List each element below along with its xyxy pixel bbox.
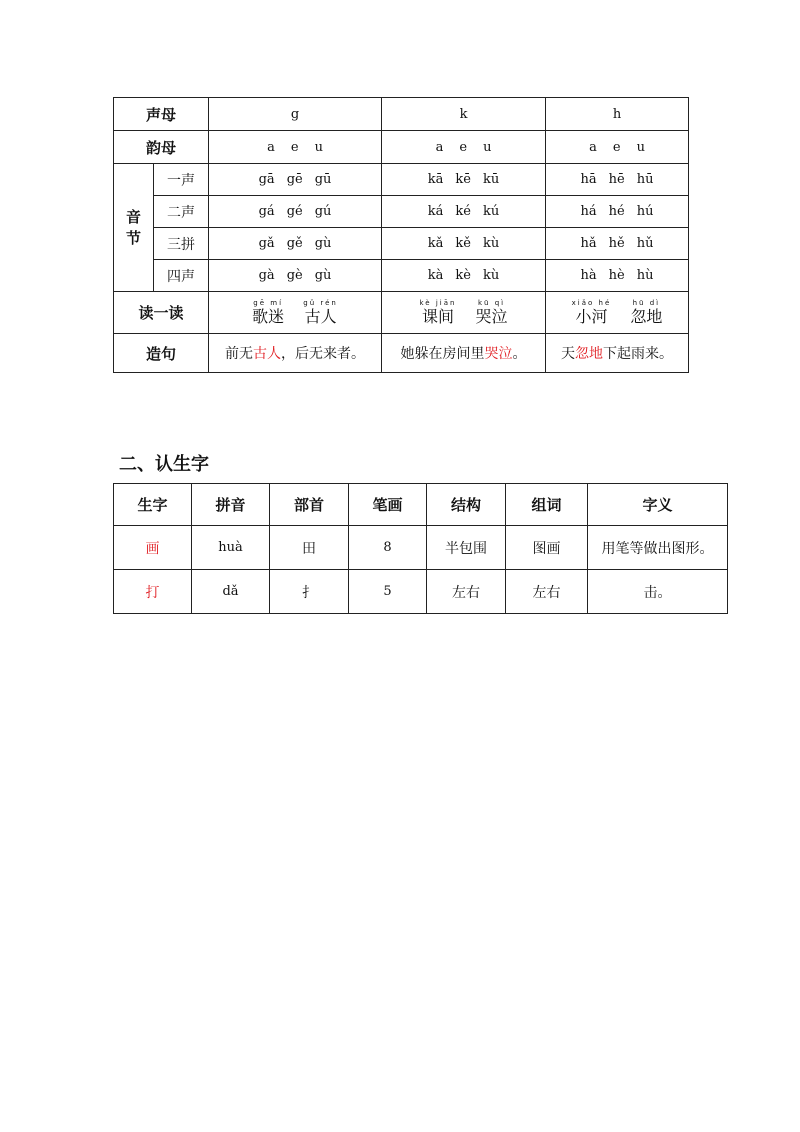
finals-cell (382, 131, 546, 164)
ruby-pinyin: xiǎo hé (571, 299, 612, 307)
sentence-text: 前无 (225, 346, 254, 362)
syllable-cell (382, 164, 546, 196)
syllable: hǔ (636, 236, 654, 251)
ruby-hanzi: 古人 (304, 307, 337, 326)
syllable: gù (314, 236, 332, 251)
sentence-text: 。 (512, 346, 527, 362)
syllable: kù (483, 236, 500, 251)
syllable-row-tone3 (114, 228, 689, 260)
finals-label: 韵母 (114, 131, 209, 164)
syllable: hā (580, 172, 597, 187)
ruby-hanzi: 课间 (421, 307, 454, 326)
syllable-row-tone2 (114, 196, 689, 228)
table-row (114, 570, 728, 614)
syllable: hù (636, 268, 654, 283)
syllable: gà (258, 268, 275, 283)
ruby-word (303, 299, 338, 326)
syllables-label-char: 节 (125, 228, 141, 247)
column-header: 笔画 (349, 484, 427, 526)
ruby-pinyin: hū dì (632, 299, 661, 307)
sentence-highlight: 忽地 (575, 346, 604, 362)
word-cell: 图画 (506, 526, 588, 570)
pinyin-cell: huà (192, 526, 270, 570)
syllable-cell (209, 260, 382, 292)
syllable: hú (636, 204, 654, 219)
section-title: 二、认生字 (119, 454, 209, 475)
read-cell (209, 292, 382, 334)
syllable: gě (286, 236, 303, 251)
syllable: kā (427, 172, 444, 187)
ruby-pinyin: gē mí (253, 299, 284, 307)
ruby-hanzi: 哭泣 (475, 307, 508, 326)
syllable: kù (483, 268, 500, 283)
initial-cell: g (209, 98, 382, 131)
syllable: kǎ (427, 236, 444, 251)
syllable-cell (546, 260, 689, 292)
syllable: kà (427, 268, 444, 283)
initial-cell: k (382, 98, 546, 131)
ruby-word (252, 299, 284, 326)
final: a (589, 139, 597, 155)
final: e (612, 139, 621, 155)
column-header: 字义 (588, 484, 728, 526)
meaning-cell: 击。 (588, 570, 728, 614)
structure-cell: 半包围 (427, 526, 506, 570)
syllable: gǎ (258, 236, 275, 251)
pinyin-table (113, 97, 689, 373)
column-header: 组词 (506, 484, 588, 526)
syllable: gē (286, 172, 303, 187)
word-cell: 左右 (506, 570, 588, 614)
ruby-hanzi: 忽地 (630, 307, 663, 326)
syllable: gù (314, 268, 332, 283)
column-header: 生字 (114, 484, 192, 526)
syllable: hé (608, 204, 625, 219)
read-cell (546, 292, 689, 334)
column-header: 结构 (427, 484, 506, 526)
sentence-text: 她躲在房间里 (400, 346, 485, 362)
syllable-cell (546, 196, 689, 228)
sentence-highlight: 古人 (253, 346, 282, 362)
sentence-label: 造句 (114, 334, 209, 373)
syllable: kè (455, 268, 471, 283)
tone-label: 一声 (154, 164, 209, 196)
character-cell: 打 (114, 570, 192, 614)
finals-cell (546, 131, 689, 164)
syllable: gá (258, 204, 275, 219)
syllable-row-tone4 (114, 260, 689, 292)
sentence-highlight: 哭泣 (484, 346, 513, 362)
syllable-row-tone1 (114, 164, 689, 196)
syllable: há (580, 204, 597, 219)
final: e (290, 139, 299, 155)
syllable: ká (427, 204, 444, 219)
syllable: kú (483, 204, 500, 219)
ruby-word (419, 299, 456, 326)
syllables-label-char: 音 (125, 207, 141, 226)
sentence-text: ，后无来者。 (281, 346, 366, 362)
final: u (314, 139, 323, 155)
initial-cell: h (546, 98, 689, 131)
initials-label: 声母 (114, 98, 209, 131)
syllable: gú (314, 204, 332, 219)
sentence-text: 下起雨来。 (603, 346, 674, 362)
syllable: hě (608, 236, 625, 251)
syllable-cell (209, 164, 382, 196)
ruby-pinyin: kè jiān (419, 299, 457, 307)
syllable-cell (382, 228, 546, 260)
syllable: hè (608, 268, 625, 283)
tone-label: 二声 (154, 196, 209, 228)
syllable: hǎ (580, 236, 597, 251)
ruby-hanzi: 歌迷 (252, 307, 285, 326)
radical-cell: 田 (270, 526, 349, 570)
syllable: kě (455, 236, 471, 251)
syllable-cell (546, 228, 689, 260)
tone-label: 四声 (154, 260, 209, 292)
column-header: 拼音 (192, 484, 270, 526)
read-row (114, 292, 689, 334)
structure-cell: 左右 (427, 570, 506, 614)
ruby-hanzi: 小河 (575, 307, 608, 326)
radical-cell: 扌 (270, 570, 349, 614)
pinyin-cell: dǎ (192, 570, 270, 614)
final: a (267, 139, 275, 155)
syllable: gā (258, 172, 275, 187)
new-characters-table (113, 483, 728, 614)
syllable-cell (209, 196, 382, 228)
syllable-cell (382, 196, 546, 228)
ruby-word (572, 299, 612, 326)
syllable-cell (209, 228, 382, 260)
strokes-cell: 5 (349, 570, 427, 614)
final: a (435, 139, 444, 155)
table-row (114, 526, 728, 570)
syllable: kū (483, 172, 500, 187)
sentence-cell (546, 334, 689, 373)
ruby-pinyin: kū qì (477, 299, 506, 307)
strokes-cell: 8 (349, 526, 427, 570)
finals-cell (209, 131, 382, 164)
sentence-row (114, 334, 689, 373)
final: u (483, 139, 492, 155)
syllable-cell (546, 164, 689, 196)
syllable-cell (382, 260, 546, 292)
syllable: hū (636, 172, 654, 187)
syllable: hà (580, 268, 597, 283)
sentence-cell (382, 334, 546, 373)
syllable: kē (455, 172, 471, 187)
syllables-label (114, 164, 154, 292)
syllable: hē (608, 172, 625, 187)
read-cell (382, 292, 546, 334)
read-label: 读一读 (114, 292, 209, 334)
ruby-word (630, 299, 662, 326)
syllable: gè (286, 268, 303, 283)
syllable: gū (314, 172, 332, 187)
sentence-cell (209, 334, 382, 373)
syllable: ké (455, 204, 471, 219)
initials-row (114, 98, 689, 131)
ruby-word (476, 299, 508, 326)
tone-label: 三拼 (154, 228, 209, 260)
character-cell: 画 (114, 526, 192, 570)
column-header: 部首 (270, 484, 349, 526)
syllable: gé (286, 204, 303, 219)
final: u (636, 139, 645, 155)
ruby-pinyin: gǔ rén (303, 299, 338, 307)
final: e (459, 139, 468, 155)
sentence-text: 天 (561, 346, 576, 362)
meaning-cell: 用笔等做出图形。 (588, 526, 728, 570)
header-row (114, 484, 728, 526)
finals-row (114, 131, 689, 164)
